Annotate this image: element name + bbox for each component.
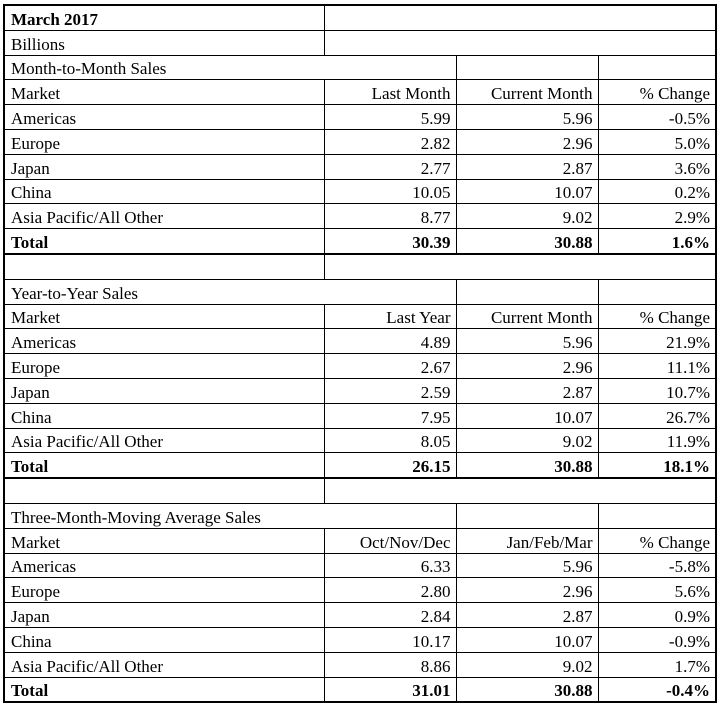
column-header-jan-feb-mar: Jan/Feb/Mar: [456, 528, 598, 553]
market-name: Asia Pacific/All Other: [4, 428, 324, 453]
sales-value: 8.86: [324, 652, 456, 677]
table-row-asia-pacific-all-other: [4, 428, 716, 453]
percent-change: -0.5%: [598, 105, 716, 130]
three-month-average-header-row: [4, 528, 716, 553]
sales-value: 9.02: [456, 428, 598, 453]
market-name: Europe: [4, 578, 324, 603]
sales-value: 2.84: [324, 603, 456, 628]
total-percent-change: 1.6%: [598, 229, 716, 254]
percent-change: 10.7%: [598, 378, 716, 403]
sales-value: 2.77: [324, 154, 456, 179]
sales-table: [3, 4, 717, 703]
section-title: Year-to-Year Sales: [4, 279, 456, 304]
empty-cell: [324, 254, 716, 279]
empty-cell: [598, 279, 716, 304]
table-row-americas: [4, 329, 716, 354]
year-to-year-total-row: [4, 453, 716, 478]
market-name: Europe: [4, 129, 324, 154]
sales-value: 2.82: [324, 129, 456, 154]
empty-cell: [4, 478, 324, 503]
column-header-change: % Change: [598, 304, 716, 329]
market-name: Americas: [4, 105, 324, 130]
total-label: Total: [4, 453, 324, 478]
percent-change: 0.2%: [598, 179, 716, 204]
column-header-current-month: Current Month: [456, 80, 598, 105]
column-header-current-month: Current Month: [456, 304, 598, 329]
sales-value: 8.77: [324, 204, 456, 229]
total-value: 31.01: [324, 677, 456, 702]
percent-change: 21.9%: [598, 329, 716, 354]
sales-value: 8.05: [324, 428, 456, 453]
market-name: Americas: [4, 329, 324, 354]
percent-change: 5.6%: [598, 578, 716, 603]
total-value: 30.88: [456, 677, 598, 702]
sales-value: 5.96: [456, 105, 598, 130]
table-row-japan: [4, 603, 716, 628]
sales-value: 2.87: [456, 603, 598, 628]
column-header-market: Market: [4, 80, 324, 105]
total-value: 30.88: [456, 229, 598, 254]
market-name: Asia Pacific/All Other: [4, 652, 324, 677]
year-to-year-header-row: [4, 304, 716, 329]
percent-change: 0.9%: [598, 603, 716, 628]
sales-value: 2.96: [456, 578, 598, 603]
table-row-china: [4, 403, 716, 428]
section-title: Month-to-Month Sales: [4, 55, 456, 80]
sales-table-body: [4, 5, 716, 702]
column-header-last-year: Last Year: [324, 304, 456, 329]
empty-cell: [4, 254, 324, 279]
total-percent-change: -0.4%: [598, 677, 716, 702]
table-row-europe: [4, 129, 716, 154]
sales-value: 9.02: [456, 204, 598, 229]
sales-value: 2.96: [456, 129, 598, 154]
empty-cell: [598, 503, 716, 528]
sales-value: 10.05: [324, 179, 456, 204]
total-value: 30.88: [456, 453, 598, 478]
sales-value: 5.96: [456, 329, 598, 354]
market-name: Europe: [4, 354, 324, 379]
column-header-change: % Change: [598, 80, 716, 105]
unit-label: Billions: [4, 30, 324, 55]
percent-change: -0.9%: [598, 627, 716, 652]
table-row-japan: [4, 378, 716, 403]
column-header-last-month: Last Month: [324, 80, 456, 105]
market-name: Japan: [4, 378, 324, 403]
month-to-month-header-row: [4, 80, 716, 105]
total-label: Total: [4, 229, 324, 254]
column-header-market: Market: [4, 304, 324, 329]
percent-change: 3.6%: [598, 154, 716, 179]
sales-value: 5.96: [456, 553, 598, 578]
market-name: China: [4, 179, 324, 204]
sales-value: 2.80: [324, 578, 456, 603]
percent-change: 1.7%: [598, 652, 716, 677]
table-row-asia-pacific-all-other: [4, 652, 716, 677]
empty-cell: [456, 503, 598, 528]
sales-value: 2.67: [324, 354, 456, 379]
percent-change: 26.7%: [598, 403, 716, 428]
column-header-oct-nov-dec: Oct/Nov/Dec: [324, 528, 456, 553]
table-row-china: [4, 627, 716, 652]
percent-change: 2.9%: [598, 204, 716, 229]
title-row: [4, 5, 716, 30]
three-month-average-total-row: [4, 677, 716, 702]
percent-change: 5.0%: [598, 129, 716, 154]
empty-cell: [456, 279, 598, 304]
table-row-china: [4, 179, 716, 204]
unit-row: [4, 30, 716, 55]
table-row-japan: [4, 154, 716, 179]
empty-cell: [324, 5, 716, 30]
market-name: Japan: [4, 603, 324, 628]
empty-cell: [324, 478, 716, 503]
total-percent-change: 18.1%: [598, 453, 716, 478]
total-value: 26.15: [324, 453, 456, 478]
empty-cell: [324, 30, 716, 55]
total-label: Total: [4, 677, 324, 702]
report-title: March 2017: [4, 5, 324, 30]
table-row-europe: [4, 354, 716, 379]
month-to-month-title-row: [4, 55, 716, 80]
sales-value: 2.87: [456, 378, 598, 403]
three-month-average-title-row: [4, 503, 716, 528]
column-header-change: % Change: [598, 528, 716, 553]
percent-change: -5.8%: [598, 553, 716, 578]
market-name: China: [4, 627, 324, 652]
sales-value: 10.07: [456, 627, 598, 652]
column-header-market: Market: [4, 528, 324, 553]
sales-value: 10.07: [456, 403, 598, 428]
sales-value: 2.59: [324, 378, 456, 403]
sales-value: 10.17: [324, 627, 456, 652]
total-value: 30.39: [324, 229, 456, 254]
table-row-europe: [4, 578, 716, 603]
spacer-row: [4, 254, 716, 279]
section-title: Three-Month-Moving Average Sales: [4, 503, 456, 528]
year-to-year-title-row: [4, 279, 716, 304]
percent-change: 11.1%: [598, 354, 716, 379]
sales-value: 4.89: [324, 329, 456, 354]
table-row-americas: [4, 105, 716, 130]
table-row-americas: [4, 553, 716, 578]
sales-value: 2.96: [456, 354, 598, 379]
empty-cell: [598, 55, 716, 80]
sales-value: 2.87: [456, 154, 598, 179]
empty-cell: [456, 55, 598, 80]
percent-change: 11.9%: [598, 428, 716, 453]
market-name: Asia Pacific/All Other: [4, 204, 324, 229]
market-name: China: [4, 403, 324, 428]
sales-value: 7.95: [324, 403, 456, 428]
sales-value: 6.33: [324, 553, 456, 578]
sales-value: 10.07: [456, 179, 598, 204]
table-row-asia-pacific-all-other: [4, 204, 716, 229]
market-name: Japan: [4, 154, 324, 179]
sales-value: 9.02: [456, 652, 598, 677]
market-name: Americas: [4, 553, 324, 578]
sales-value: 5.99: [324, 105, 456, 130]
spacer-row: [4, 478, 716, 503]
month-to-month-total-row: [4, 229, 716, 254]
